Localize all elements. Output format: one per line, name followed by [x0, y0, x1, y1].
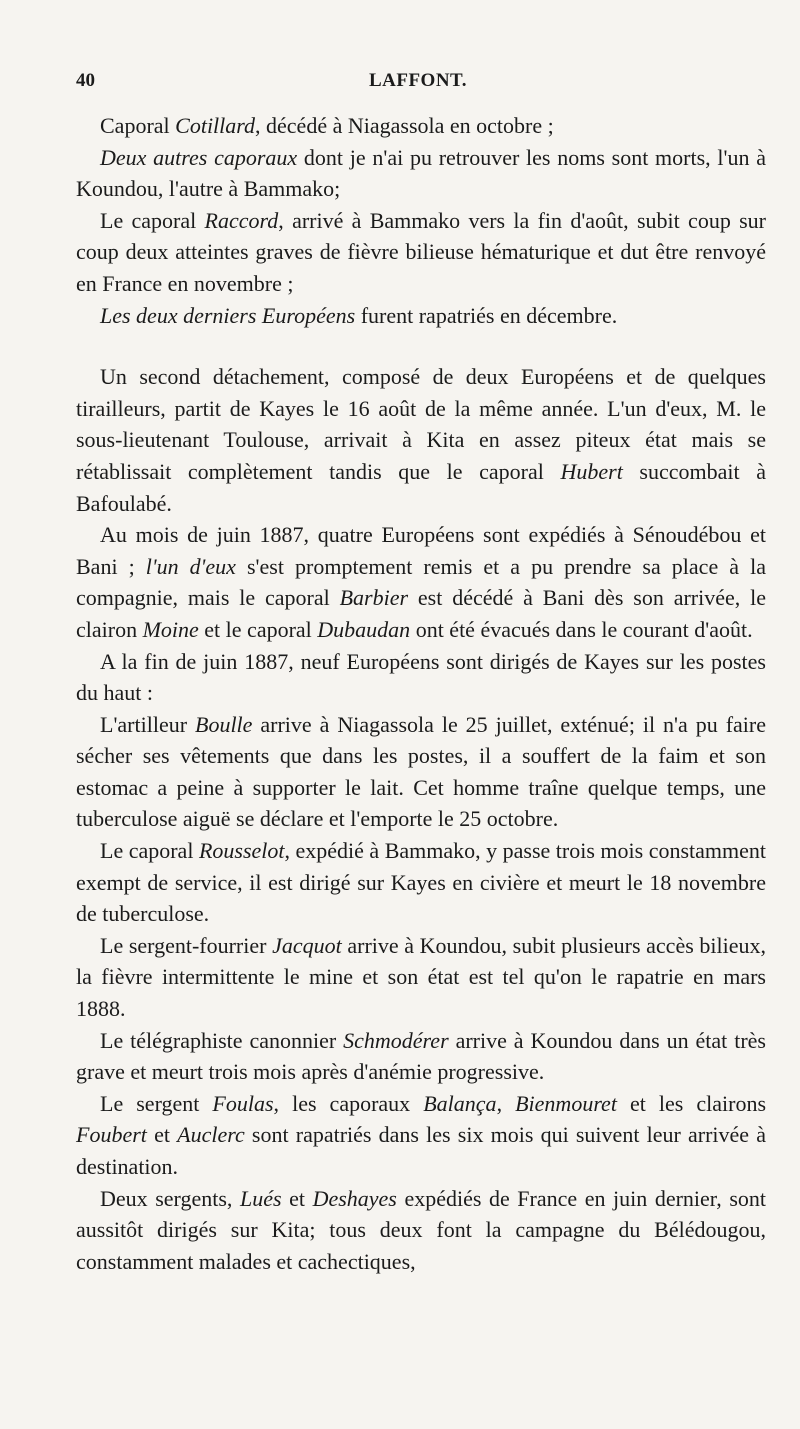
text-run: Au mois de juin 1887, quatre Européens sont expédiés à Sénoudébou et Bani ; [76, 522, 766, 579]
text-run: et le caporal [198, 616, 318, 642]
text-run: Deux sergents, [100, 1185, 240, 1211]
text-run: Le sergent-fourrier [100, 932, 273, 958]
italic-name: Les deux derniers Européens [100, 302, 356, 328]
italic-name: Bienmouret [515, 1090, 617, 1116]
text-run: ont été évacués dans le courant d'août. [410, 616, 753, 642]
italic-name: l'un d'eux [145, 553, 236, 579]
italic-name: Balança [423, 1090, 497, 1116]
italic-name: Jacquot [272, 932, 342, 958]
paragraph [76, 1088, 766, 1183]
paragraph [76, 1183, 766, 1278]
text-run: , décédé à Niagassola en octobre ; [255, 113, 554, 138]
text-run: Le caporal [100, 207, 205, 233]
text-run: dont je n'ai pu retrouver les noms sont morts, l'un à Koundou, l'autre à Bammako; [76, 144, 766, 202]
text-run: , expédié à Bammako, y passe trois mois constamment exempt de service, il est dirigé sur Kayes en civière et meurt le 18 novembre de tuberculose. [76, 838, 766, 927]
text-run: L'artilleur [100, 711, 195, 737]
italic-name: Lués [239, 1185, 282, 1211]
italic-name: Foulas [212, 1090, 274, 1116]
body-text [76, 110, 766, 1277]
text-run: , [496, 1090, 516, 1116]
text-run: et [146, 1122, 178, 1148]
paragraph [76, 142, 766, 205]
paragraph [76, 110, 766, 142]
text-run: arrive à Koundou, subit plusieurs accès bilieux, la fièvre intermittente le mine et son état est tel qu'on le rapatrie en mars 1888. [76, 932, 766, 1022]
text-run: sont rapatriés dans les six mois qui suivent leur arrivée à destination. [76, 1122, 766, 1179]
text-run: et les clairons [616, 1090, 767, 1116]
text-run: furent rapatriés en décembre. [355, 302, 618, 328]
italic-name: Raccord [204, 207, 279, 233]
paragraph [76, 361, 766, 519]
italic-name: Foubert [76, 1122, 147, 1148]
text-run: arrive à Koundou dans un état très grave et meurt trois mois après d'anémie progressive. [76, 1027, 766, 1085]
paragraph [76, 205, 766, 300]
paragraph [76, 300, 766, 332]
running-title: LAFFONT. [368, 70, 468, 91]
text-run: Caporal [100, 113, 176, 138]
paragraph [76, 519, 766, 645]
paragraph [76, 835, 766, 930]
paragraph [76, 709, 766, 835]
paragraph [76, 646, 766, 709]
italic-name: Deux autres caporaux [100, 144, 298, 170]
italic-name: Hubert [560, 458, 623, 484]
page-header [76, 70, 760, 100]
text-run: et [281, 1185, 313, 1211]
text-run: Le télégraphiste canonnier [100, 1027, 344, 1053]
text-run: Le caporal [100, 838, 199, 864]
text-run: s'est promptement remis et a pu prendre sa place à la compagnie, mais le caporal [76, 553, 766, 611]
italic-name: Boulle [195, 711, 253, 737]
italic-name: Rousselot [198, 838, 285, 864]
paragraph [76, 930, 766, 1025]
text-run: A la fin de juin 1887, neuf Européens sont dirigés de Kayes sur les postes du haut : [76, 648, 766, 706]
text-run: Un second détachement, composé de deux Européens et de quelques tirailleurs, partit de Kayes le 16 août de la même année. L'un d'eux, M. le sous-lieutenant Toulouse, arrivait à Kita en assez piteux état mais se rétablissait complètement tandis que le caporal [76, 364, 766, 484]
italic-name: Auclerc [177, 1122, 245, 1148]
text-run: arrive à Niagassola le 25 juillet, exténué; il n'a pu faire sécher ses vêtements que dans les postes, il a souffert de la faim et son estomac a peine à supporter le lait. Cet homme traîne quelque temps, une tuberculose aiguë se déclare et l'emporte le 25 octobre. [76, 711, 766, 832]
text-run: Le sergent [100, 1090, 213, 1116]
italic-name: Cotillard [175, 113, 256, 138]
text-run: , arrivé à Bammako vers la fin d'août, subit coup sur coup deux atteintes graves de fièvre bilieuse hématurique et dut être renvoyé en France en novembre ; [76, 207, 767, 296]
italic-name: Schmodérer [343, 1027, 449, 1053]
italic-name: Dubaudan [317, 616, 411, 642]
text-run: succombait à Bafoulabé. [76, 458, 766, 516]
text-run: , les caporaux [273, 1090, 424, 1116]
paragraph [76, 1025, 766, 1088]
italic-name: Moine [142, 616, 199, 642]
page-number: 40 [76, 70, 95, 91]
text-run: est décédé à Bani dès son arrivée, le clairon [76, 585, 766, 642]
text-run: expédiés de France en juin dernier, sont aussitôt dirigés sur Kita; tous deux font la campagne du Bélédougou, constamment malades et cachectiques, [76, 1185, 766, 1274]
italic-name: Deshayes [312, 1185, 397, 1211]
italic-name: Barbier [339, 585, 409, 611]
